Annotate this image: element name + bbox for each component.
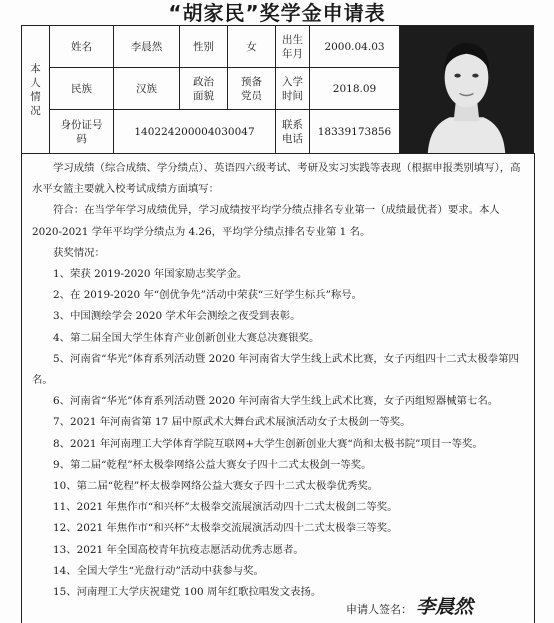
awards-heading: 获奖情况： bbox=[53, 246, 105, 259]
award-item: 8、2021 年河南理工大学体育学院互联网+大学生创新创业大赛“尚和太极书院”项目一等奖。 bbox=[53, 437, 483, 450]
section-label-char: 情 bbox=[30, 90, 41, 103]
award-item: 6、河南省“华光”体育系列活动暨 2020 年河南省大学生线上武术比赛，女子丙组短器械第七名。 bbox=[53, 395, 499, 408]
award-item: 5、河南省“华光”体育系列活动暨 2020 年河南省大学生线上武术比赛，女子丙组四十二式太极拳第四名。 bbox=[32, 352, 519, 387]
award-item: 2、在 2019-2020 年“创优争先”活动中荣获“三好学生标兵”称号。 bbox=[53, 289, 363, 302]
award-item: 11、2021 年焦作市“和兴杯”太极拳交流展演活动四十二式太极剑二等奖。 bbox=[53, 501, 398, 514]
signature-line bbox=[346, 592, 473, 619]
birth-value: 2000.04.03 bbox=[310, 26, 400, 68]
personal-info-table bbox=[21, 25, 534, 154]
name-value: 李晨然 bbox=[114, 26, 180, 68]
birth-label: 出生年月 bbox=[276, 26, 310, 68]
photo-cell bbox=[400, 26, 534, 154]
phone-label: 联系电话 bbox=[276, 110, 310, 154]
enroll-value: 2018.09 bbox=[310, 68, 400, 110]
applicant-photo bbox=[400, 26, 533, 153]
id-label: 身份证号码 bbox=[50, 110, 114, 154]
criteria-paragraph: 符合：在当学年学习成绩优异，学习成绩按平均学分绩点排名专业第一（成绩最优者）要求。本人 2020-2021 学年平均学分绩点为 4.26，平均学分绩点排名专业第 1 名。 bbox=[32, 204, 500, 238]
award-item: 15、河南理工大学庆祝建党 100 周年红歌拉唱发文表扬。 bbox=[53, 586, 322, 599]
political-label: 政治面貌 bbox=[180, 68, 228, 110]
section-label-char: 本 bbox=[30, 62, 41, 75]
achievements-section bbox=[21, 153, 535, 623]
intro-paragraph: 学习成绩（综合成绩、学分绩点）、英语四六级考试、考研及实习实践等表现（根据申报类别填写），高水平女篮主要就入校考试成绩方面填写： bbox=[32, 162, 521, 196]
award-item: 7、2021 年河南省第 17 届中原武术大舞台武术展演活动女子太极剑一等奖。 bbox=[53, 416, 411, 429]
award-item: 14、全国大学生“光盘行动”活动中获参与奖。 bbox=[53, 564, 264, 577]
gender-value: 女 bbox=[228, 26, 276, 68]
award-item: 4、第二届全国大学生体育产业创新创业大赛总决赛银奖。 bbox=[53, 331, 320, 344]
form-title: “胡家民”奖学金申请表 bbox=[168, 1, 386, 25]
award-item: 1、荣获 2019-2020 年国家励志奖学金。 bbox=[53, 268, 248, 281]
section-label-cell bbox=[22, 26, 50, 154]
phone-value: 18339173856 bbox=[310, 110, 400, 154]
section-label-char: 人 bbox=[30, 76, 41, 89]
ethnicity-label: 民族 bbox=[50, 68, 114, 110]
award-item: 13、2021 年全国高校青年抗疫志愿活动优秀志愿者。 bbox=[53, 543, 304, 556]
id-value: 140224200004030047 bbox=[114, 110, 276, 154]
award-item: 3、中国测绘学会 2020 学术年会测绘之夜受到表彰。 bbox=[53, 310, 301, 323]
award-item: 10、第二届“乾程”杯太极拳网络公益大赛女子四十二式太极拳优秀奖。 bbox=[53, 480, 379, 493]
handwritten-signature: 李晨然 bbox=[416, 596, 474, 618]
award-item: 12、2021 年焦作市“和兴杯”太极拳交流展演活动四十二式太极拳三等奖。 bbox=[53, 522, 398, 535]
enroll-label: 入学时间 bbox=[276, 68, 310, 110]
ethnicity-value: 汉族 bbox=[114, 68, 180, 110]
political-value: 预备党员 bbox=[228, 68, 276, 110]
signature-label: 申请人签名： bbox=[346, 603, 412, 616]
achievements-text bbox=[32, 158, 528, 603]
award-item: 9、第二届“乾程”杯太极拳网络公益大赛女子四十二式太极剑一等奖。 bbox=[53, 458, 372, 471]
gender-label: 性别 bbox=[180, 26, 228, 68]
section-label-char: 况 bbox=[30, 104, 41, 117]
name-label: 姓名 bbox=[50, 26, 114, 68]
